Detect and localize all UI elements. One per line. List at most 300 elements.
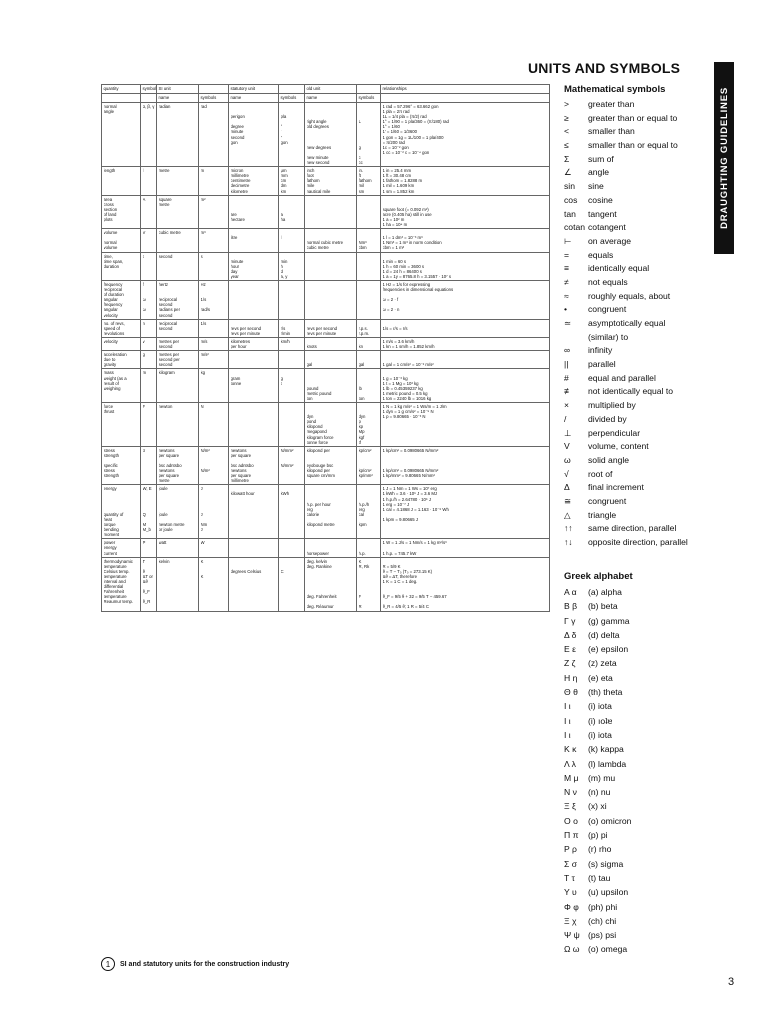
math-symbol-item [564,153,688,167]
cell-line: ″ [280,134,283,140]
cell-line: Fahrenheit [103,589,125,595]
table-cell [141,351,157,369]
symbol-meaning: equal and parallel [588,372,656,383]
cell-line: are [230,211,237,217]
table-cell [157,446,199,485]
cell-line: knots [306,344,317,350]
cell-line: tonne force [306,439,328,445]
cell-line: micron [230,168,244,174]
cell-line: ° [280,124,283,130]
cell-line: perigon [230,114,245,120]
symbol: ≠ [564,276,569,287]
cell-line: 1/s = r/s = r/s [382,325,408,331]
cell-line: W, E [142,486,152,492]
cell-line: 1L = 1/4 pla = (π/2) rad [382,114,427,120]
table-row [102,281,550,320]
cell-line: Reaumur temp. [103,599,134,605]
table-cell [141,485,157,539]
cell-line: f [142,282,144,287]
cell-line: g [280,375,283,381]
cell-line: metre [158,168,170,174]
symbol-meaning: sum of [588,153,614,164]
cell-line: normal cubic metre [306,240,344,246]
cell-line: moment [103,532,120,538]
symbol-meaning: (x) xi [588,801,607,812]
math-symbol-item [564,317,688,331]
math-symbol-item [564,166,688,180]
cell-line: newton [158,403,173,409]
page-title: UNITS AND SYMBOLS [528,60,681,76]
cell-line: 1 pla = 2π rad [382,109,410,115]
cell-line: 1 mil = 1.609 km [382,183,415,189]
cell-line: 1 Nm³ = 1 m³ in norm condition [382,240,442,246]
symbol-meaning: congruent [588,495,627,506]
table-cell [102,167,141,195]
cell-line: ϑ_R = 4/5 ϑ; 1 R = 5/4 C [382,604,429,610]
symbol: ↑↓ [564,537,573,547]
cell-line: ha [280,216,286,222]
cell-line: v [142,338,145,344]
cell-line: ft [358,173,361,179]
greek-letter-item [564,871,631,885]
table-cell [199,351,229,369]
cell-line: deg. Réaumur [306,604,334,610]
cell-line: normal [103,104,117,109]
symbol: I ι [564,701,571,712]
cell-line: interval and [103,578,126,584]
table-cell [157,337,199,350]
symbol-meaning: not equals [588,276,628,287]
cell-line: K [200,558,204,564]
greek-letter-item [564,814,631,828]
table-cell [141,369,157,403]
symbol: Ψ ψ [564,930,580,941]
symbol: O o [564,815,578,826]
cell-line: s [200,253,203,259]
table-cell [141,252,157,280]
symbol-meaning: (d) delta [588,629,620,640]
table-cell [229,369,279,403]
symbol-meaning: equals [588,249,614,260]
cell-line: kilopond per [306,447,330,453]
cell-line: N/m² [200,468,210,474]
symbol: ≤ [564,140,569,151]
math-symbol-item [564,427,688,441]
math-symbol-item [564,221,688,235]
symbol [564,331,588,345]
cell-line: t [280,380,282,386]
cell-line: duration [103,263,120,269]
page-number: 3 [728,976,735,988]
symbol-meaning: (i) iota [588,701,612,712]
math-symbol-item [564,235,688,249]
cell-line: 1 a = 10² m [382,216,405,222]
symbol: A α [564,587,577,597]
cell-line: K [358,558,362,564]
table-cell [102,557,141,611]
table-cell [357,446,381,485]
math-symbol-item [564,509,688,523]
table-row [102,319,550,337]
cell-line: 1 g = 10⁻³ kg [382,375,408,381]
cell-line: Nm³ [358,240,367,246]
cell-line: 1 kp/mm² = 9.80665 N/mm² [382,473,435,479]
symbol: I ι [564,715,571,726]
symbol: Δ [564,482,570,493]
symbol: H η [564,672,578,683]
greek-letter-item [564,857,631,871]
table-cell [305,103,357,167]
table-header-cell [199,85,229,94]
symbol: × [564,400,570,411]
table-row [102,103,550,167]
cell-line: kilometre [230,188,248,194]
cell-line: kilopond [306,424,323,430]
table-cell [199,557,229,611]
cell-line: kpm [358,522,367,528]
table-cell [357,369,381,403]
symbol: √ [564,468,569,479]
cell-line: right angle [306,119,327,125]
table-header-cell [381,94,550,103]
cell-line: millimetre [230,478,249,484]
cell-line: energy [103,545,117,551]
symbol-meaning: (g) gamma [588,615,630,626]
cell-line: revs per minute [306,330,337,336]
table-cell [381,281,550,320]
table-cell [141,167,157,195]
cell-line: 1′ = 1/60 = 1/3600 [382,129,417,135]
symbol: △ [564,509,571,520]
section-tab-label: DRAUGHTING GUIDELINES [718,87,730,229]
symbol-meaning: (p) pi [588,830,608,841]
cell-line [359,282,379,287]
symbol: E ε [564,644,576,655]
table-cell [357,402,381,446]
symbol: Ω ω [564,944,580,955]
table-cell [381,252,550,280]
cell-line: N/m² [200,447,210,453]
symbol: ≡ [564,263,570,274]
cell-line: deg. kelvin [306,558,328,564]
table-cell [141,281,157,320]
table-cell [357,319,381,337]
symbol-meaning: same direction, parallel [588,523,677,534]
symbol-meaning: (ph) phi [588,901,618,912]
table-cell [141,557,157,611]
symbol: P ρ [564,844,577,855]
cell-line: of duration [103,292,124,298]
cell-line: 1 gal = 1 cm/s² = 10⁻² m/s² [382,362,434,368]
table-cell [279,167,305,195]
symbol: < [564,126,570,137]
math-symbol-item [564,440,688,454]
cell-line: 1 cal = 4.1868 J = 1.163 · 10⁻⁶ Wh [382,506,449,512]
cell-line: fathom [306,178,320,184]
table-header-cell: name [157,94,199,103]
cell-line: 1c = 10⁻² gon [382,144,409,150]
cell-line: per square [158,452,180,458]
math-symbol-item [564,276,688,290]
symbol-meaning: smaller than or equal to [588,140,678,151]
cell-line: dyn [306,414,314,420]
table-cell [381,167,550,195]
table-cell [141,402,157,446]
cell-line: power [103,540,116,546]
cell-line: cbm = 1 m³ [382,245,405,251]
cell-line: 1 min = 60 s [382,258,407,264]
symbol-meaning: (r) rho [588,844,612,855]
table-cell [102,539,141,557]
greek-letter-item [564,828,631,842]
figure-caption [101,957,289,971]
table-row [102,167,550,195]
table-cell [357,281,381,320]
cell-line: sm [358,188,365,194]
table-cell [305,319,357,337]
cell-line: ϑ_F [142,589,150,595]
cell-line: ω = 2 · n [382,307,400,313]
cell-line: 1 W = 1 J/s = 1 Nm/s = 1 kg m²/s³ [382,540,447,546]
cell-line: l [280,235,282,241]
table-cell [102,485,141,539]
symbol-meaning: (l) lambda [588,758,627,769]
symbol-meaning: (t) tau [588,872,611,883]
cell-line: m [142,370,147,376]
cell-line: kn [358,344,364,350]
cell-line: 1 N = 1 kg m/s² = 1 Ws/m = 1 J/m [382,403,447,409]
symbol: B β [564,601,578,612]
cell-line: rad/s [200,307,211,313]
table-cell [102,369,141,403]
table-row [102,557,550,611]
table-cell [199,229,229,252]
cell-line: newtons [230,468,247,474]
symbol: M μ [564,772,579,783]
cell-line: 1 K = 1 C = 1 deg. [382,578,418,584]
math-symbol-item [564,262,688,276]
symbol-meaning: congruent [588,304,627,315]
cell-line: ϑ [142,568,145,574]
cell-line: hour [230,263,240,269]
cell-line: R, Rk [358,563,370,569]
table-header-cell: symbols [279,94,305,103]
cell-line: W [200,540,205,546]
table-cell [279,402,305,446]
cell-line: time, [103,253,113,259]
cell-line: cubic metre [158,230,181,236]
caption-number: 1 [101,957,115,971]
cell-line: 1 kp/cm² = 0.0980665 N/mm² [382,468,439,474]
cell-line: m/s² [200,352,209,358]
symbol: ≥ [564,112,569,123]
table-cell [381,402,550,446]
table-cell [141,319,157,337]
cell-line: newtons [158,468,175,474]
section-tab [714,62,734,254]
table-header-cell: name [305,94,357,103]
table-cell [199,485,229,539]
cell-line: c [358,154,361,160]
cell-line: gravity [103,362,117,368]
table-cell [279,446,305,485]
symbol: Ξ ξ [564,801,576,812]
cell-line: cc [358,160,363,166]
cell-line: ton [358,395,365,401]
table-cell [141,539,157,557]
cell-line: Mp [358,429,365,435]
cell-line: metric pound [306,390,332,396]
cell-line: newton metre [158,522,185,528]
table-header-cell [279,85,305,94]
greek-letter-item [564,900,631,914]
cell-line: pound [306,385,319,391]
cell-line: gon [280,139,288,145]
table-cell [381,446,550,485]
symbol-meaning: divided by [588,413,627,424]
greek-letter-item [564,914,631,928]
table-cell [357,485,381,539]
table-cell [157,195,199,229]
cell-line: second [158,344,173,350]
cell-line: section [103,206,118,212]
cell-line: calorie [306,511,320,517]
cell-line: a [280,211,283,217]
cell-line: kilogram force [306,434,334,440]
cell-line: current [103,550,117,556]
cell-line: strength [103,452,120,458]
table-cell [157,167,199,195]
cell-line: of land [103,211,117,217]
cell-line: frequencies in dimensional equations [382,287,454,293]
table-cell [305,195,357,229]
table-cell [279,195,305,229]
cell-line: K [200,573,204,579]
cell-line: 1 p = 9.80665 · 10⁻³ N [382,414,426,420]
table-header-row [102,94,550,103]
symbol: ↑↑ [564,523,573,534]
table-cell [279,229,305,252]
cell-line: pla [280,114,287,120]
table-cell [157,103,199,167]
symbol: cotan [564,222,586,233]
table-header-cell: symbols [357,94,381,103]
cell-line: ′ [280,129,282,135]
symbol: / [564,413,567,424]
cell-line: degree [230,124,244,130]
cell-line: 1 ton = 2240 lb = 1016 kg [382,395,432,401]
symbol-meaning: (o) omega [588,944,628,955]
table-cell [102,337,141,350]
table-cell [102,281,141,320]
symbol-meaning: (e) epsilon [588,644,629,655]
cell-line: inch [306,168,315,174]
cell-line: kelvin [158,558,170,564]
symbol-meaning: cosine [588,194,613,205]
cell-line: r/s [280,325,286,331]
table-row [102,369,550,403]
table-cell [357,167,381,195]
symbol-meaning: volume, content [588,441,649,452]
symbol-meaning: (b) beta [588,601,618,612]
table-cell [381,195,550,229]
symbol-meaning: (o) omicron [588,815,632,826]
symbol: N ν [564,787,577,798]
cell-line: km/h [280,338,290,344]
cell-line: h.p. per hour [306,501,331,507]
cell-line: M_b [142,527,151,533]
cell-line: 1 fathom = 1.8288 m [382,178,423,184]
table-cell [199,103,229,167]
cell-line: r.p.s. [358,325,368,331]
cell-line: h [280,263,283,269]
table-cell [229,402,279,446]
table-cell [305,485,357,539]
table-row [102,252,550,280]
cell-line: R [358,604,362,610]
table-cell [305,402,357,446]
table-cell [357,351,381,369]
cell-line: Nm [200,522,208,528]
table-cell [102,252,141,280]
symbol-meaning: identically equal [588,263,650,274]
cell-line: hectare [230,216,245,222]
cell-line: 1 metric pound = 0.5 kg [382,390,428,396]
symbol: Φ φ [564,901,579,912]
cell-line: σ [142,447,146,453]
cell-line: minute [230,129,244,135]
cell-line: kp/cm² [358,447,372,453]
cell-line: 1 dyn = 1 g cm/s² = 10⁻⁵ N [382,409,434,415]
table-cell [141,103,157,167]
cell-line: 1 sm = 1.852 km [382,188,415,194]
cell-line: per square [230,473,252,479]
table-cell [199,446,229,485]
greek-letter-item [564,685,631,699]
table-cell [357,557,381,611]
symbol: Θ θ [564,687,578,698]
units-table [101,84,550,612]
greek-letter-item [564,742,631,756]
cell-line: cross [103,201,114,207]
cell-line: second [158,362,173,368]
cell-line: cal [358,511,364,517]
cell-line: weighing [103,385,121,391]
cell-line [231,282,277,287]
symbol: ∠ [564,167,572,178]
math-symbol-item [564,125,688,139]
cell-line: 1 kn = 1 sm/h = 1.852 km/h [382,344,435,350]
table-cell [102,402,141,446]
cell-line: ϑ = T − T₀ (T₀ = 273.15 K) [382,568,433,574]
cell-line: mil [358,183,364,189]
table-cell [381,369,550,403]
symbol-meaning: root of [588,468,613,479]
symbol: V [564,441,570,452]
cell-line: N/mm² [280,447,294,453]
symbol: ≈ [564,290,569,301]
cell-line: kp/mm² [358,473,373,479]
symbol: Γ γ [564,615,576,626]
cell-line: cubic metre [306,245,329,251]
symbol-meaning: smaller than [588,126,635,137]
table-header-cell: symbol [141,85,157,94]
cell-line: 1 cc = 10⁻² c = 10⁻⁴ gon [382,149,430,155]
cell-line [307,254,355,259]
table-cell [157,281,199,320]
symbol: ∞ [564,345,571,356]
symbol-meaning: (ps) psi [588,930,617,941]
